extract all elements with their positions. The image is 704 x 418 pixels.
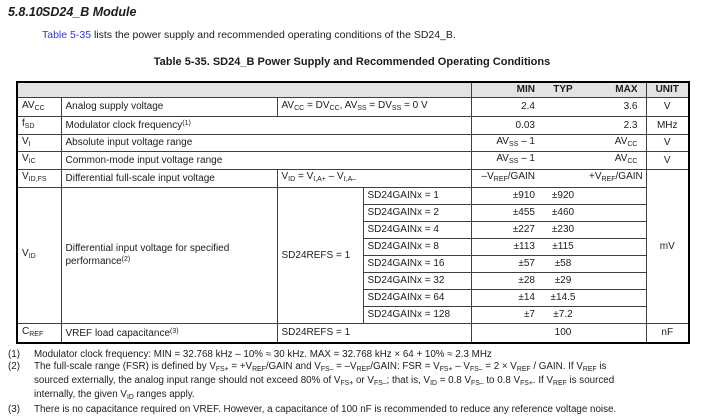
typ-cell: ±920	[541, 187, 585, 204]
parameter-cell: VREF load capacitance$^{(3)}$	[61, 323, 277, 343]
symbol-cell: $V_{IC}$	[17, 151, 61, 169]
col-header-min: MIN	[471, 82, 541, 97]
row-fsd	[17, 116, 689, 134]
min-cell	[471, 323, 541, 343]
max-cell	[585, 306, 646, 323]
symbol-cell: $C_{REF}$	[17, 323, 61, 343]
max-cell	[585, 238, 646, 255]
typ-cell	[541, 169, 585, 187]
section-number: 5.8.10	[8, 5, 43, 19]
footnote-line: There is no capacitance required on VREF. However, a capacitance of 100 nF is recommended to reduce any reference voltage noise.	[34, 403, 617, 415]
max-cell	[585, 187, 646, 204]
min-cell: ±28	[471, 272, 541, 289]
gain-cell: SD24GAINx = 8	[363, 238, 471, 255]
parameter-cell: Absolute input voltage range	[61, 134, 471, 151]
footnotes	[8, 349, 700, 415]
condition-cell-refs: SD24REFS = 1	[277, 187, 363, 323]
gain-cell: SD24GAINx = 32	[363, 272, 471, 289]
max-cell	[585, 289, 646, 306]
symbol-cell: $V_I$	[17, 134, 61, 151]
row-cref	[17, 323, 689, 343]
gain-cell: SD24GAINx = 4	[363, 221, 471, 238]
parameter-cell: Analog supply voltage	[61, 97, 277, 116]
max-cell: $AV_{CC}$	[585, 134, 646, 151]
unit-cell: V	[646, 151, 689, 169]
symbol-cell: $AV_{CC}$	[17, 97, 61, 116]
min-cell: ±57	[471, 255, 541, 272]
typ-cell	[541, 151, 585, 169]
gain-cell: SD24GAINx = 64	[363, 289, 471, 306]
typ-cell	[541, 134, 585, 151]
unit-cell-mv: mV	[646, 169, 689, 323]
parameter-cell: Differential input voltage for specified performance$^{(2)}$	[61, 187, 277, 323]
col-header-typ: TYP	[541, 82, 585, 97]
footnote-2	[8, 361, 700, 404]
typ-cell: ±115	[541, 238, 585, 255]
section-title: SD24_B Module	[42, 5, 137, 19]
gain-cell: SD24GAINx = 128	[363, 306, 471, 323]
min-cell: 0.03	[471, 116, 541, 134]
condition-cell: SD24REFS = 1	[277, 323, 471, 343]
parameter-cell: Modulator clock frequency$^{(1)}$	[61, 116, 471, 134]
typ-cell: ±14.5	[541, 289, 585, 306]
symbol-cell: $V_{ID,FS}$	[17, 169, 61, 187]
footnote-number: (1)	[8, 349, 20, 360]
parameter-cell: Differential full-scale input voltage	[61, 169, 277, 187]
max-cell: 2.3	[585, 116, 646, 134]
footnote-3	[8, 404, 700, 416]
footnote-line: sourced externally, the analog input range should not exceed 80% of $V_{FS+}$ or $V_{FS-}$; that is, $V_{ID} = 0.8$ $V_{FS-}$ to 0.8 $V_{FS+}$. If $V_{REF}$ is sourced	[34, 374, 615, 387]
table-header-row	[17, 82, 689, 97]
unit-cell: V	[646, 134, 689, 151]
gain-cell: SD24GAINx = 1	[363, 187, 471, 204]
header-blank-cell	[17, 82, 471, 97]
row-vi	[17, 134, 689, 151]
max-cell	[585, 204, 646, 221]
col-header-unit: UNIT	[646, 82, 689, 97]
intro-paragraph	[42, 29, 456, 41]
typ-cell: ±58	[541, 255, 585, 272]
intro-text: lists the power supply and recommended operating conditions of the SD24_B.	[91, 29, 456, 41]
condition-cell: $V_{ID} = V_{I,A+} - V_{I,A-}$	[277, 169, 471, 187]
typ-cell: ±460	[541, 204, 585, 221]
typ-cell: ±29	[541, 272, 585, 289]
conditions-table	[16, 81, 690, 344]
footnote-line: Modulator clock frequency: MIN = 32.768 kHz – 10% ≈ 30 kHz. MAX = 32.768 kHz × 64 + 10% ≈ 2.3 MHz	[34, 349, 492, 360]
min-cell: ±455	[471, 204, 541, 221]
min-cell: ±910	[471, 187, 541, 204]
unit-cell: nF	[646, 323, 689, 343]
typ-cell	[541, 97, 585, 116]
row-vic	[17, 151, 689, 169]
footnote-1	[8, 349, 700, 361]
table-5-35-link[interactable]: Table 5-35	[42, 29, 92, 41]
table-caption: Table 5-35. SD24_B Power Supply and Recommended Operating Conditions	[153, 56, 551, 68]
min-cell: ±7	[471, 306, 541, 323]
gain-cell: SD24GAINx = 2	[363, 204, 471, 221]
gain-cell: SD24GAINx = 16	[363, 255, 471, 272]
min-cell: $-V_{REF}$/GAIN	[471, 169, 541, 187]
typ-cell: 100	[541, 323, 585, 343]
min-cell: $AV_{SS} - 1$	[471, 134, 541, 151]
typ-cell: ±230	[541, 221, 585, 238]
footnote-line: The full-scale range (FSR) is defined by $V_{FS+}$ = $+V_{REF}$/GAIN and $V_{FS-}$ = $-V_{REF}$/GAIN: FSR = $V_{FS+} - V_{FS-} = 2 \times V_{REF}$ / GAIN. If $V_{REF}$ is	[34, 360, 607, 373]
section-heading	[8, 5, 136, 19]
parameter-cell: Common-mode input voltage range	[61, 151, 471, 169]
max-cell: 3.6	[585, 97, 646, 116]
row-avcc	[17, 97, 689, 116]
symbol-cell: $V_{ID}$	[17, 187, 61, 323]
row-vid-gain1	[17, 187, 689, 204]
footnote-number: (3)	[8, 403, 20, 415]
symbol-cell: $f_{SD}$	[17, 116, 61, 134]
footnote-line: internally, the given $V_{ID}$ ranges apply.	[34, 389, 195, 402]
condition-cell: $AV_{CC} = DV_{CC}$, $AV_{SS} = DV_{SS} = 0$ V	[277, 97, 471, 116]
max-cell: $+V_{REF}$/GAIN	[585, 169, 646, 187]
max-cell	[585, 221, 646, 238]
min-cell: $AV_{SS} - 1$	[471, 151, 541, 169]
max-cell	[585, 272, 646, 289]
max-cell	[585, 323, 646, 343]
min-cell: ±14	[471, 289, 541, 306]
footnote-number: (2)	[8, 360, 20, 372]
max-cell: $AV_{CC}$	[585, 151, 646, 169]
unit-cell: MHz	[646, 116, 689, 134]
min-cell: ±113	[471, 238, 541, 255]
min-cell: ±227	[471, 221, 541, 238]
typ-cell: ±7.2	[541, 306, 585, 323]
col-header-max: MAX	[585, 82, 646, 97]
min-cell: 2.4	[471, 97, 541, 116]
unit-cell: V	[646, 97, 689, 116]
max-cell	[585, 255, 646, 272]
typ-cell	[541, 116, 585, 134]
row-vidfs	[17, 169, 689, 187]
